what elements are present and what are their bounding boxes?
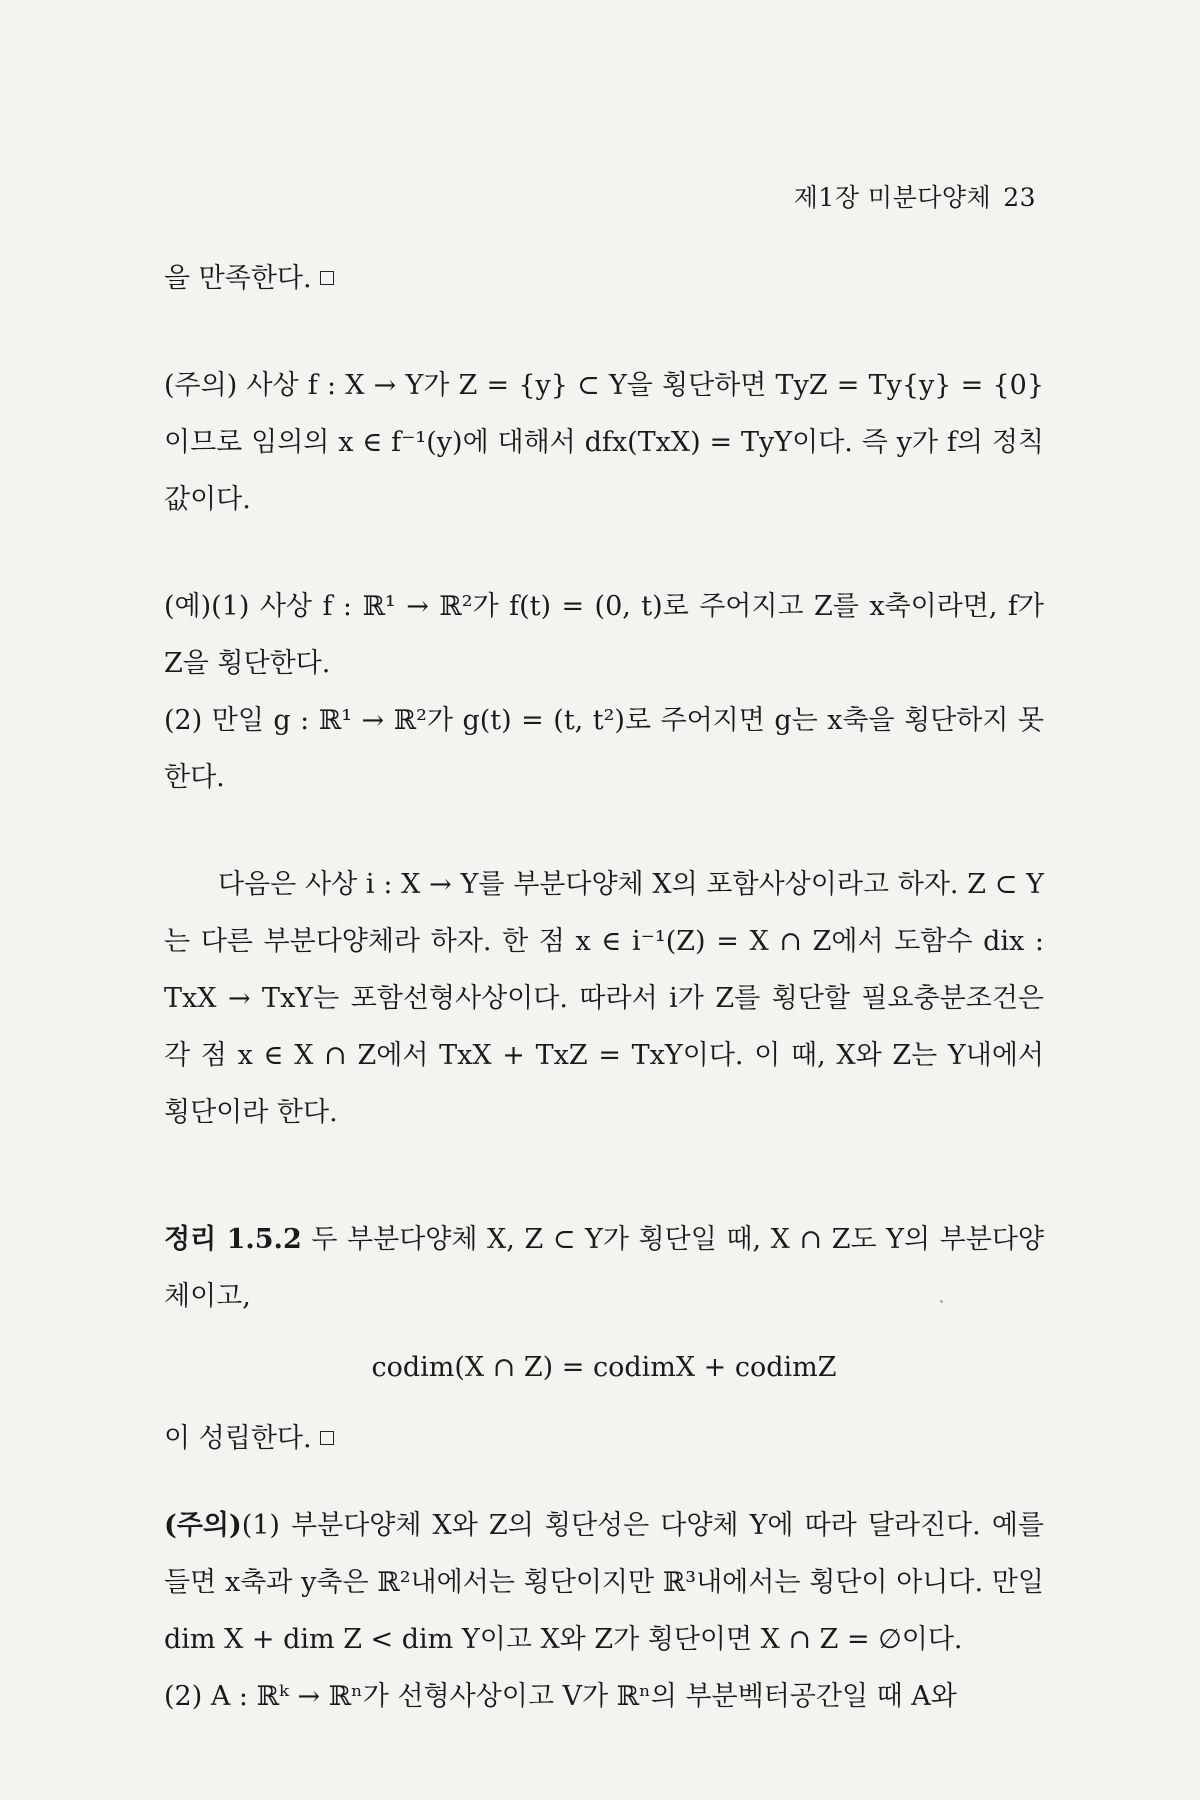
qed-square-icon bbox=[320, 1431, 334, 1445]
remark-label: (주의) bbox=[164, 1510, 242, 1541]
theorem-text: 두 부분다양체 X, Z ⊂ Y가 횡단일 때, X ∩ Z도 Y의 부분다양체이고, bbox=[164, 1224, 1044, 1312]
theorem-1-5-2 bbox=[164, 1211, 1044, 1325]
example-2: (2) 만일 g : ℝ¹ → ℝ²가 g(t) = (t, t²)로 주어지면 g는 x축을 횡단하지 못한다. bbox=[164, 705, 1044, 793]
page-body bbox=[164, 250, 1044, 1725]
qed-square-icon bbox=[320, 271, 334, 285]
remark-2-text: (1) 부분다양체 X와 Z의 횡단성은 다양체 Y에 따라 달라진다. 예를 들면 x축과 y축은 ℝ²내에서는 횡단이지만 ℝ³내에서는 횡단이 아니다. 만일 dim X + dim Z < dim Y이고 X와 Z가 횡단이면 X ∩ Z = ∅이다. bbox=[164, 1510, 1044, 1655]
scan-speck bbox=[940, 1300, 943, 1303]
remark-2-item-2: (2) A : ℝᵏ → ℝⁿ가 선형사상이고 V가 ℝⁿ의 부분벡터공간일 때 A와 bbox=[164, 1681, 957, 1712]
codim-formula: codim(X ∩ Z) = codimX + codimZ bbox=[371, 1352, 837, 1383]
theorem-conclusion bbox=[164, 1410, 1044, 1467]
chapter-title: 제1장 미분다양체 bbox=[793, 183, 992, 212]
page-number: 23 bbox=[1003, 183, 1036, 212]
remark-paragraph: (주의) 사상 f : X → Y가 Z = {y} ⊂ Y을 횡단하면 TyZ = Ty{y} = {0}이므로 임의의 x ∈ f⁻¹(y)에 대해서 dfx(TxX) = TyY이다. 즉 y가 f의 정칙값이다. bbox=[164, 370, 1044, 515]
paragraph-1-text: 을 만족한다. bbox=[164, 263, 312, 294]
theorem-conclusion-text: 이 성립한다. bbox=[164, 1423, 312, 1454]
running-header bbox=[794, 178, 1036, 214]
inclusion-paragraph: 다음은 사상 i : X → Y를 부분다양체 X의 포함사상이라고 하자. Z ⊂ Y는 다른 부분다양체라 하자. 한 점 x ∈ i⁻¹(Z) = X ∩ Z에서 도함수 dix : TxX → TxY는 포함선형사상이다. 따라서 i가 Z를 횡단할 필요충분조건은 각 점 x ∈ X ∩ Z에서 TxX + TxZ = TxY이다. 이 때, X와 Z는 Y내에서 횡단이라 한다. bbox=[164, 869, 1044, 1128]
theorem-label: 정리 1.5.2 bbox=[164, 1224, 302, 1255]
paragraph-1 bbox=[164, 250, 1044, 307]
remark-2 bbox=[164, 1497, 1044, 1668]
example-1: (예)(1) 사상 f : ℝ¹ → ℝ²가 f(t) = (0, t)로 주어지고 Z를 x축이라면, f가 Z을 횡단한다. bbox=[164, 591, 1044, 679]
